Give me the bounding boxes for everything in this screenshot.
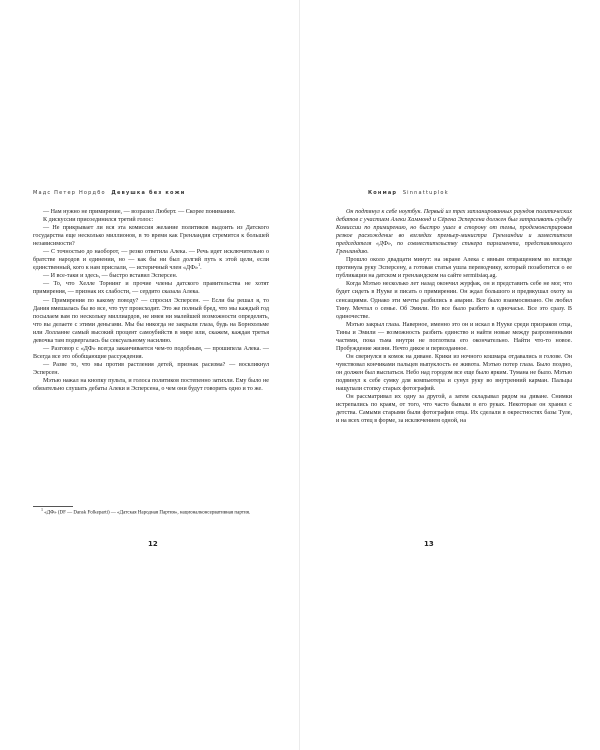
page-number-right: 13 xyxy=(424,540,434,548)
footnote xyxy=(33,507,269,517)
footnote-marker: 1 xyxy=(41,507,43,512)
running-head-right xyxy=(368,190,449,196)
running-head-book-title: Девушка без кожи xyxy=(111,190,186,196)
paragraph: К дискуссии присоединился третий голос: xyxy=(43,217,154,224)
running-head-left xyxy=(33,190,185,196)
paragraph: Мэтью нажал на кнопку пульта, и голоса политиков постепенно затихли. Ему было не обязательно слушать дебаты Алеки и Эсперсена, о чем они будут говорить одно и то же. xyxy=(33,377,269,393)
paragraph: — Нам нужно не примирение, — возразил Люберт. — Скорее понимание. xyxy=(43,209,236,215)
page-number-left: 12 xyxy=(148,540,158,548)
footnote-divider xyxy=(33,506,73,507)
paragraph: Он рассматривал их одну за другой, а затем складывал рядом на диване. Снимки истрепались по краям, от того, что часто бывали в его руках. Некоторые он хранил с детства. Самыми старыми были фотографии отца. Их сделали в окрестностях базы Туле, и на всех отец в форме, за исключением одной, на xyxy=(336,394,572,425)
paragraph-with-footnote: — С точностью до наоборот, — резко ответила Алека. — Речь идет исключительно о братстве народов и единении, но — как бы ни был долгий путь к этой цели, если единственный, кого к нам прислали, — истеричный член «ДФ»$^1$. xyxy=(33,249,269,272)
paragraph: — Примирения по какому поводу? — спросил Эсперсен. — Если бы решал я, то Дания вмешалась бы во все, что тут происходит. Это же полный бред, что мы каждый год посылаем вам по нескольку миллиардов, не имея ни малейшей возможности определять, что вы делаете с этими деньгами. Мы бы никогда не закрыли глаза, будь на Борнхольме или Лолланне самый высокий процент самоубийств в мире или, скажем, каждая третья девочка там подвергалась бы сексуальному насилию. xyxy=(33,297,269,344)
left-page-body xyxy=(33,208,269,393)
paragraph: — То, что Хелле Торнинг и прочие члены датского правительства не хотят примирения, — признак их слабости, — сердито сказала Алека. xyxy=(33,281,269,296)
footnote-text: «ДФ» (DF — Dansk Folkeparti) — «Датская Народная Партия», националконсервативная партия. xyxy=(44,510,251,516)
paragraph: — Не прикрывает ли вся эта комиссия желание политиков выдоить из Датского государства еще несколько миллионов, в то время как Гренландия стремится к большей независимости? xyxy=(33,225,269,248)
paragraph: Мэтью закрыл глаза. Наверное, именно это он и искал в Нууке среди призраков отца, Тины и Эмили — возможность разбить единство и найти новые между разрозненными частями, пока тьма внутри не поглотила его окончательно. Найти что-то новое. Пробуждение жизни. Нечто дикое и первозданное. xyxy=(336,321,572,352)
running-head-chapter-title: Sinnattuplok xyxy=(402,190,449,196)
right-page xyxy=(300,0,600,750)
running-head-author: Мадс Петер Нордбо xyxy=(33,190,106,196)
paragraph: — Разговор с «ДФ» всегда заканчивается чем-то подобным, — прошипела Алека. — Всегда все это обобщающие рассуждения. xyxy=(33,345,269,360)
right-page-body xyxy=(336,208,572,425)
paragraph-italic-article: Он подтянул к себе ноутбук. Первый из трех запланированных раундов политических дебатов с участием Алеки Хаммонд и Сёрена Эсперсена должен был затрагивать судьбу Комиссии по примирению, но быстро ушел в сторону от темы, продемонстрировав резкое расхождение во взглядах премьер-министра Гренландии и заместителя председателя «ДФ», по совместительству спикера парламента, представляющего Гренландию. xyxy=(336,209,572,256)
running-head-author: Конмар xyxy=(368,190,398,196)
paragraph: — И все-таки и здесь, — быстро вставил Эсперсен. xyxy=(43,273,178,280)
paragraph: Когда Мэтью несколько лет назад окончил журфак, он и представить себе не мог, что будет сидеть в Нууке и писать о примирении. Он ждал большого и предвкушал охоту за сенсациями. Однако эти мечты разбились в аварии. Все было взаимосвязано. Он любил Тину. Мечтал о семье. Об Эмили. Но все было разбито в одночасье. Все это сразу. В одиночестве. xyxy=(336,281,572,320)
paragraph-text: — С точностью до наоборот, — резко ответила Алека. — Речь идет исключительно о братстве народов и единении, но — как бы ни был долгий путь к этой цели, если единственный, кого к нам прислали, — истеричный член «ДФ» xyxy=(33,249,269,272)
paragraph: Он свернулся в комок на диване. Крики из ночного кошмара отдавались в голове. Он чувствовал кончиками пальцев выпуклость ее живота. Мэтью потер глаза. Было поздно, он должен был выспаться. Небо над городом все еще было ярким. Тумана не было. Мэтью подвинул к себе сумку для компьютера и сунул руку во внутренний карман. Пальцы нащупали стопку старых фотографий. xyxy=(336,353,572,393)
paragraph: — Разве то, что мы против растления детей, признак расизма? — воскликнул Эсперсен. xyxy=(33,361,269,376)
footnote-reference: 1 xyxy=(198,262,201,268)
paragraph: Прошло около двадцати минут: на экране Алека с явным отвращением во взгляде протянула руку Эсперсену, а готовая статья ушла переводчику, который позаботится о ее публикации на датском и гренландском на сайте sermitsiaq.ag. xyxy=(336,257,572,280)
